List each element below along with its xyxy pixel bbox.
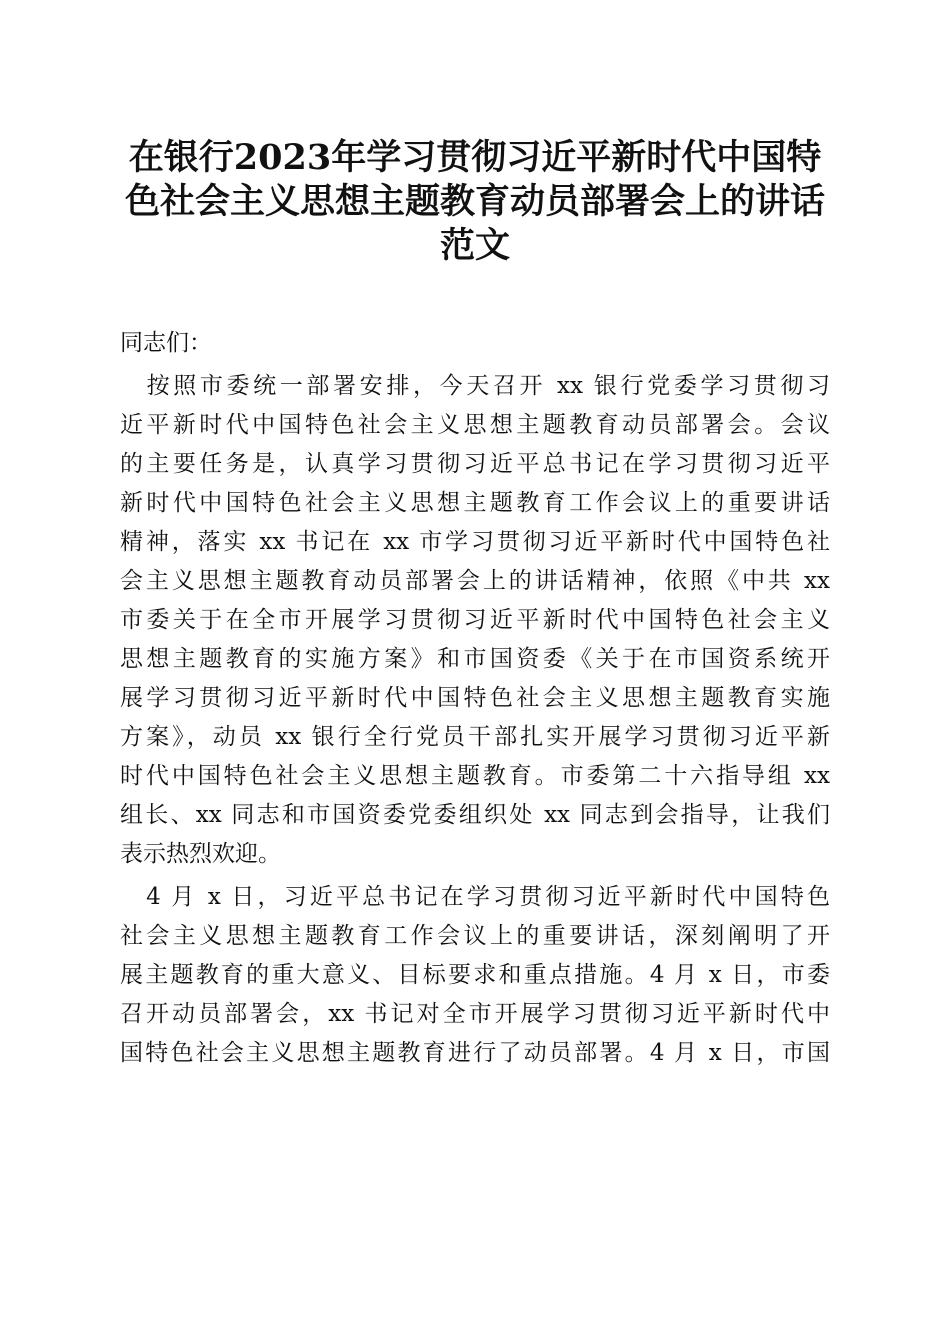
title-line: 范文 bbox=[439, 225, 510, 266]
text-line: 召开动员部署会，xx 书记对全市开展学习贯彻习近平新时代中 bbox=[120, 1001, 830, 1027]
document-body bbox=[120, 324, 830, 1077]
text-line: 国特色社会主义思想主题教育进行了动员部署。4 月 x 日，市国 bbox=[120, 1040, 830, 1066]
text-line: 精神，落实 xx 书记在 xx 市学习贯彻习近平新时代中国特色社 bbox=[120, 529, 830, 555]
text-line: 思想主题教育的实施方案》和市国资委《关于在市国资系统开 bbox=[120, 646, 830, 672]
text-line: 方案》，动员 xx 银行全行党员干部扎实开展学习贯彻习近平新 bbox=[120, 724, 830, 750]
text-line: 市委关于在全市开展学习贯彻习近平新时代中国特色社会主义 bbox=[120, 607, 830, 633]
text-line: 表示热烈欢迎。 bbox=[120, 841, 281, 867]
title-line: 在银行2023年学习贯彻习近平新时代中国特 bbox=[128, 137, 822, 178]
text-line: 新时代中国特色社会主义思想主题教育工作会议上的重要讲话 bbox=[120, 490, 830, 516]
text-line: 按照市委统一部署安排，今天召开 xx 银行党委学习贯彻习 bbox=[120, 373, 830, 399]
paragraph-1 bbox=[120, 367, 830, 874]
text-line: 近平新时代中国特色社会主义思想主题教育动员部署会。会议 bbox=[120, 412, 830, 438]
text-line: 的主要任务是，认真学习贯彻习近平总书记在学习贯彻习近平 bbox=[120, 451, 830, 477]
document-title bbox=[110, 136, 840, 268]
text-line: 展学习贯彻习近平新时代中国特色社会主义思想主题教育实施 bbox=[120, 685, 830, 711]
text-line: 展主题教育的重大意义、目标要求和重点措施。4 月 x 日，市委 bbox=[120, 962, 830, 988]
title-line: 色社会主义思想主题教育动员部署会上的讲话 bbox=[124, 181, 825, 222]
text-line: 会主义思想主题教育动员部署会上的讲话精神，依照《中共 xx bbox=[120, 568, 830, 594]
text-line: 社会主义思想主题教育工作会议上的重要讲话，深刻阐明了开 bbox=[120, 923, 830, 949]
text-line: 4 月 x 日，习近平总书记在学习贯彻习近平新时代中国特色 bbox=[120, 884, 830, 910]
salutation: 同志们： bbox=[120, 330, 212, 356]
paragraph-2 bbox=[120, 878, 830, 1073]
text-line: 组长、xx 同志和市国资委党委组织处 xx 同志到会指导，让我们 bbox=[120, 802, 830, 828]
text-line: 时代中国特色社会主义思想主题教育。市委第二十六指导组 xx bbox=[120, 763, 830, 789]
